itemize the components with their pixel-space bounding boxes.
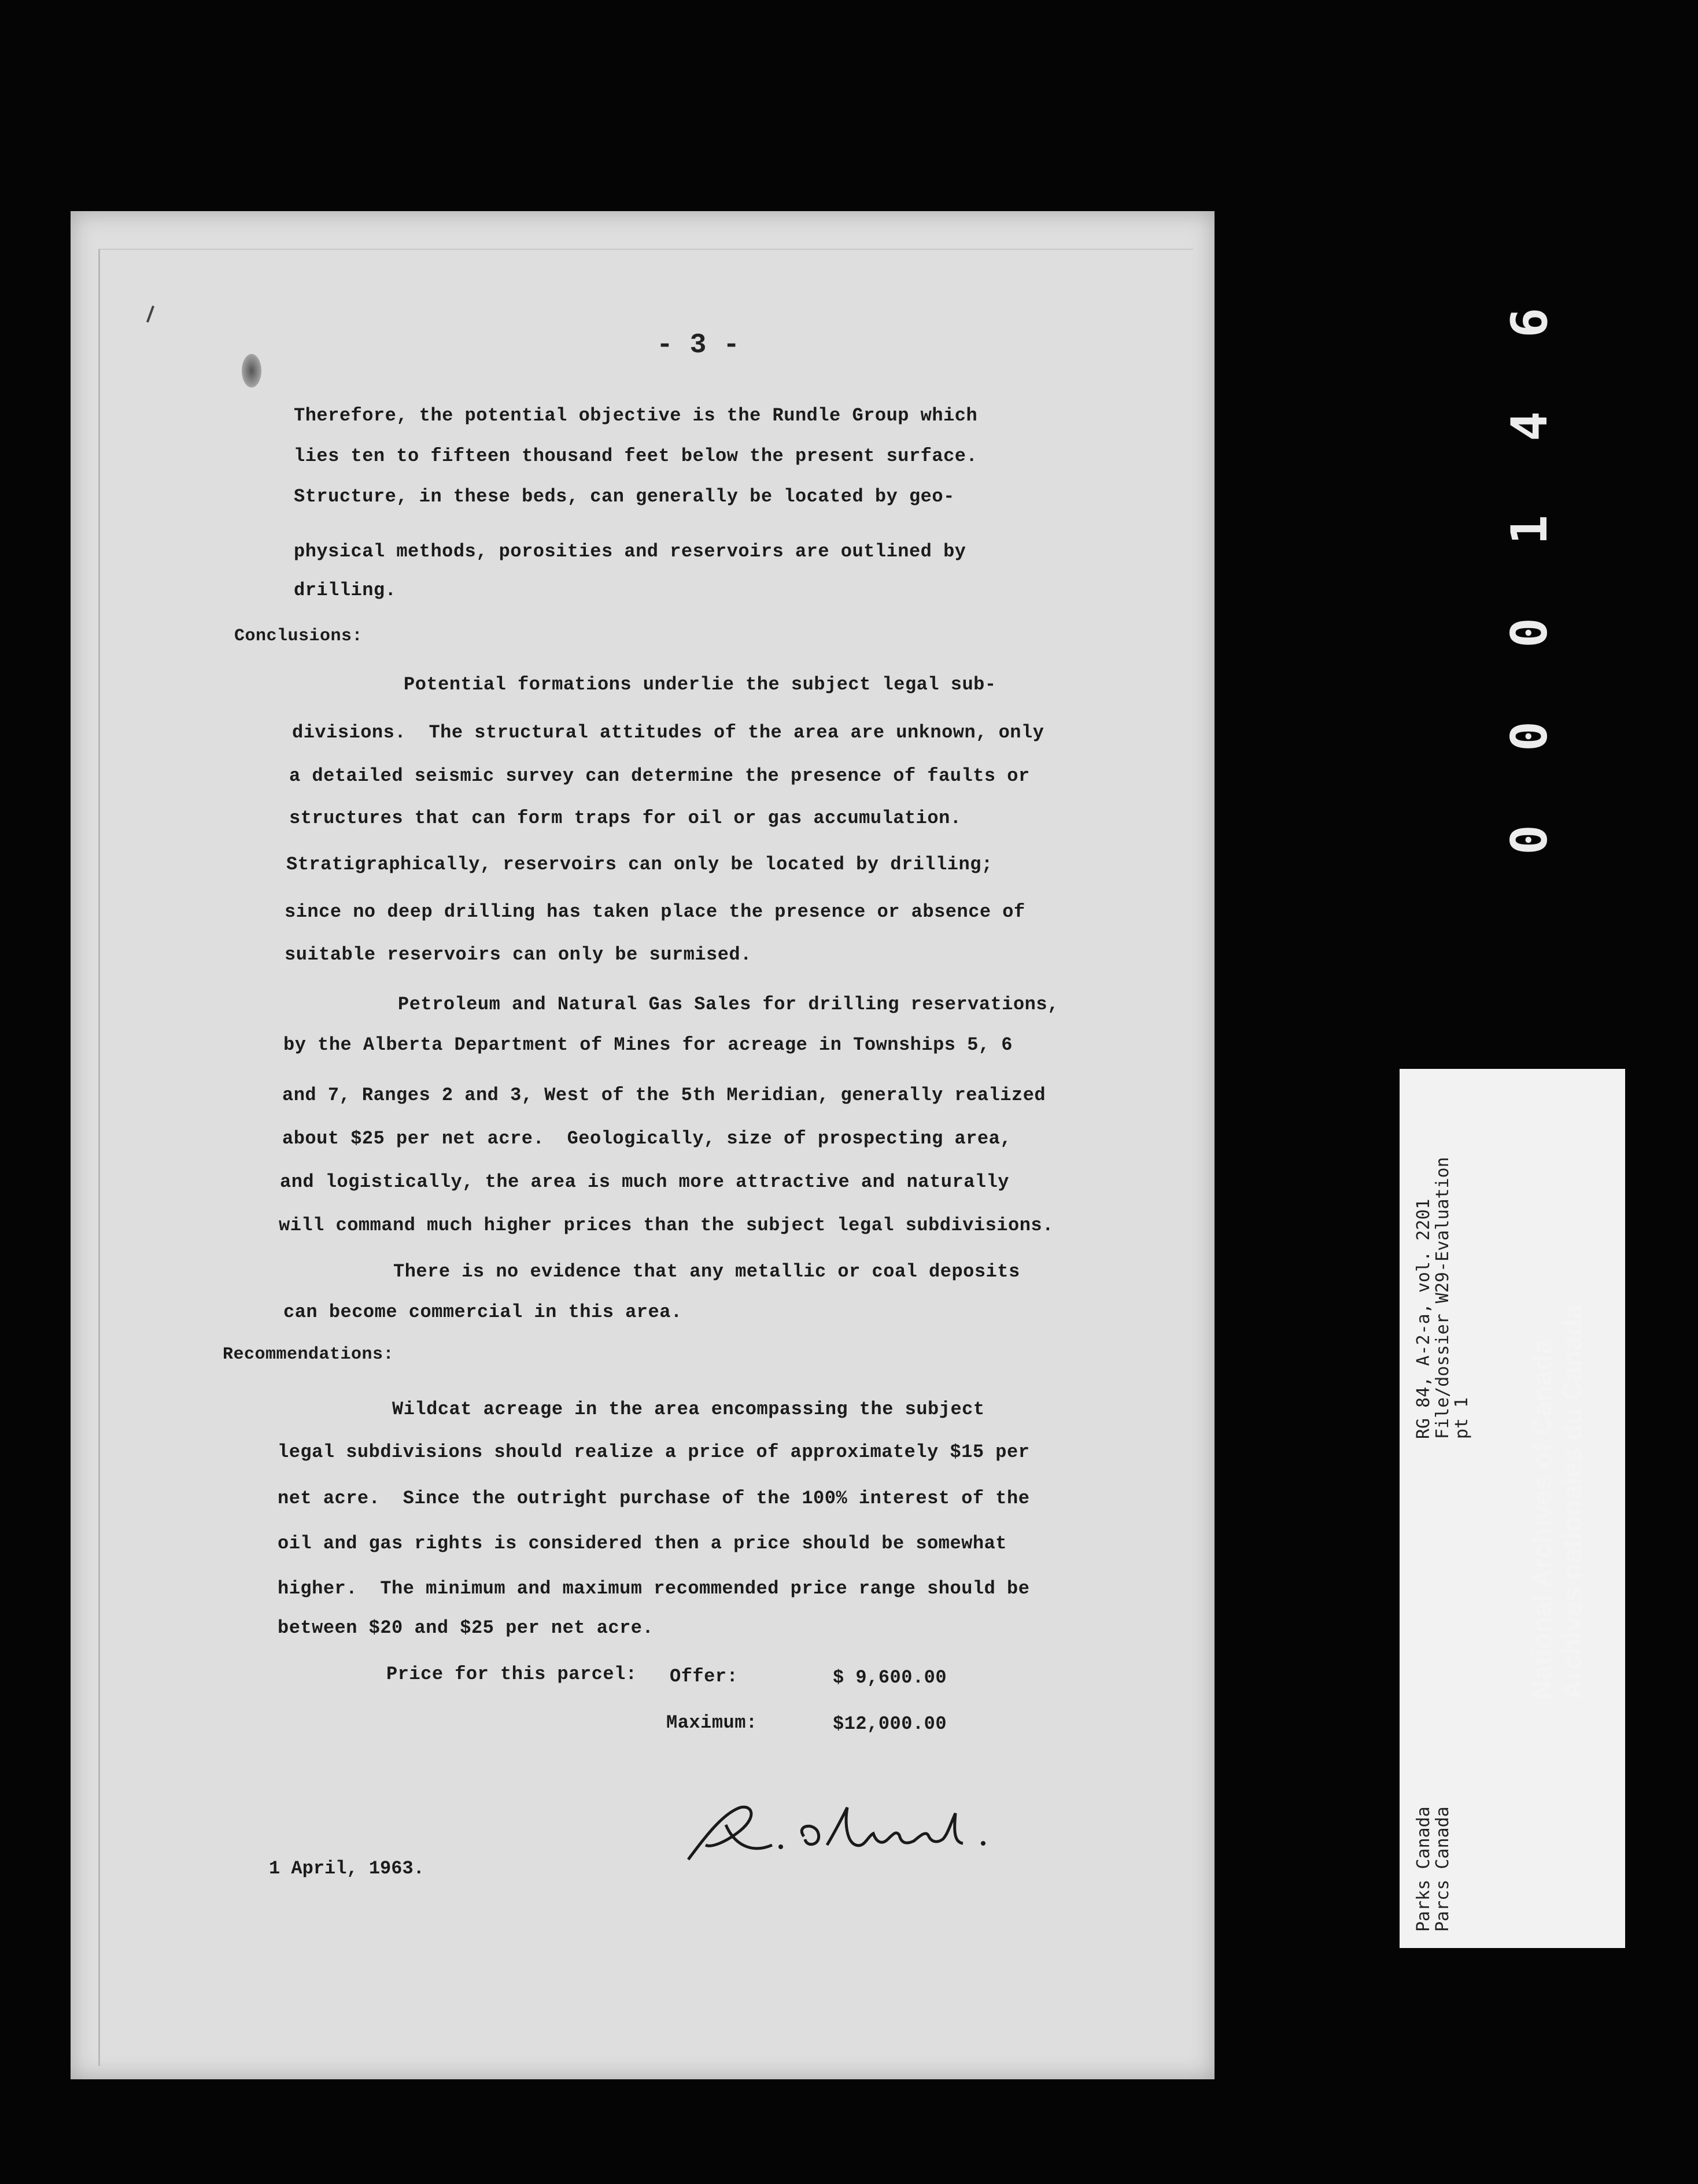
body-line: Potential formations underlie the subject legal sub- xyxy=(404,674,996,695)
body-line: by the Alberta Department of Mines for acreage in Townships 5, 6 xyxy=(283,1034,1013,1056)
body-line: Stratigraphically, reservoirs can only be located by drilling; xyxy=(286,854,993,875)
body-line: suitable reservoirs can only be surmised. xyxy=(285,944,752,965)
body-line: Petroleum and Natural Gas Sales for drilling reservations, xyxy=(398,994,1059,1015)
body-line: and 7, Ranges 2 and 3, West of the 5th Meridian, generally realized xyxy=(282,1084,1046,1106)
archive-name-block xyxy=(1527,1304,1587,1699)
frame-digit: 4 xyxy=(1501,411,1559,441)
archive-name-line: National Archives of Canada xyxy=(1527,1339,1557,1699)
body-line: higher. The minimum and maximum recommended price range should be xyxy=(278,1578,1030,1599)
archive-name-line: Archives nationales du Canada xyxy=(1557,1304,1587,1699)
body-line: since no deep drilling has taken place the presence or absence of xyxy=(285,901,1025,923)
frame-digit: 0 xyxy=(1501,721,1559,752)
maximum-value: $12,000.00 xyxy=(833,1713,947,1735)
frame-digit: 0 xyxy=(1501,825,1559,855)
body-line: Structure, in these beds, can generally be located by geo- xyxy=(294,486,955,507)
document-date: 1 April, 1963. xyxy=(269,1858,424,1879)
frame-digit: 6 xyxy=(1501,308,1559,338)
frame-digit: 0 xyxy=(1501,618,1559,648)
body-line: about $25 per net acre. Geologically, size of prospecting area, xyxy=(282,1128,1012,1149)
body-line: lies ten to fifteen thousand feet below the present surface. xyxy=(294,445,978,467)
body-line: will command much higher prices than the subject legal subdivisions. xyxy=(279,1215,1054,1236)
body-line: can become commercial in this area. xyxy=(283,1301,682,1323)
film-frame-number xyxy=(1489,298,1570,865)
body-line: net acre. Since the outright purchase of the 100% interest of the xyxy=(278,1488,1030,1509)
agency-line: Parks Canada xyxy=(1413,1806,1434,1932)
body-line: drilling. xyxy=(294,580,397,601)
body-line: legal subdivisions should realize a price of approximately $15 per xyxy=(278,1441,1030,1463)
punch-hole xyxy=(242,354,261,388)
reference-line: pt 1 xyxy=(1452,1397,1472,1439)
body-line: between $20 and $25 per net acre. xyxy=(278,1617,654,1639)
maximum-label: Maximum: xyxy=(666,1712,758,1733)
body-line: a detailed seismic survey can determine the presence of faults or xyxy=(289,765,1030,787)
body-line: There is no evidence that any metallic or coal deposits xyxy=(393,1261,1020,1282)
page-number: - 3 - xyxy=(656,330,740,361)
section-heading-recommendations: Recommendations: xyxy=(223,1345,394,1364)
agency-block xyxy=(1414,1806,1452,1932)
reference-line: File/dossier W29-Evaluation xyxy=(1433,1157,1453,1439)
frame-digit: 1 xyxy=(1501,514,1559,545)
reference-line: RG 84, A-2-a, vol. 2201 xyxy=(1413,1198,1434,1439)
body-line: and logistically, the area is much more attractive and naturally xyxy=(280,1171,1009,1193)
agency-line: Parcs Canada xyxy=(1433,1806,1453,1932)
body-line: Therefore, the potential objective is the Rundle Group which xyxy=(294,405,978,426)
reference-block xyxy=(1414,1157,1471,1439)
archive-label xyxy=(1400,1069,1625,1948)
offer-label: Offer: xyxy=(670,1666,739,1687)
body-line: oil and gas rights is considered then a price should be somewhat xyxy=(278,1533,1007,1554)
body-line: structures that can form traps for oil or gas accumulation. xyxy=(289,807,962,829)
page-edge xyxy=(98,249,1193,2066)
body-line: Wildcat acreage in the area encompassing the subject xyxy=(392,1399,985,1420)
price-label: Price for this parcel: xyxy=(386,1663,637,1685)
body-line: physical methods, porosities and reservoirs are outlined by xyxy=(294,541,966,562)
handwritten-signature xyxy=(671,1790,995,1883)
section-heading-conclusions: Conclusions: xyxy=(234,626,363,646)
offer-value: $ 9,600.00 xyxy=(833,1667,947,1688)
body-line: divisions. The structural attitudes of the area are unknown, only xyxy=(292,722,1044,743)
